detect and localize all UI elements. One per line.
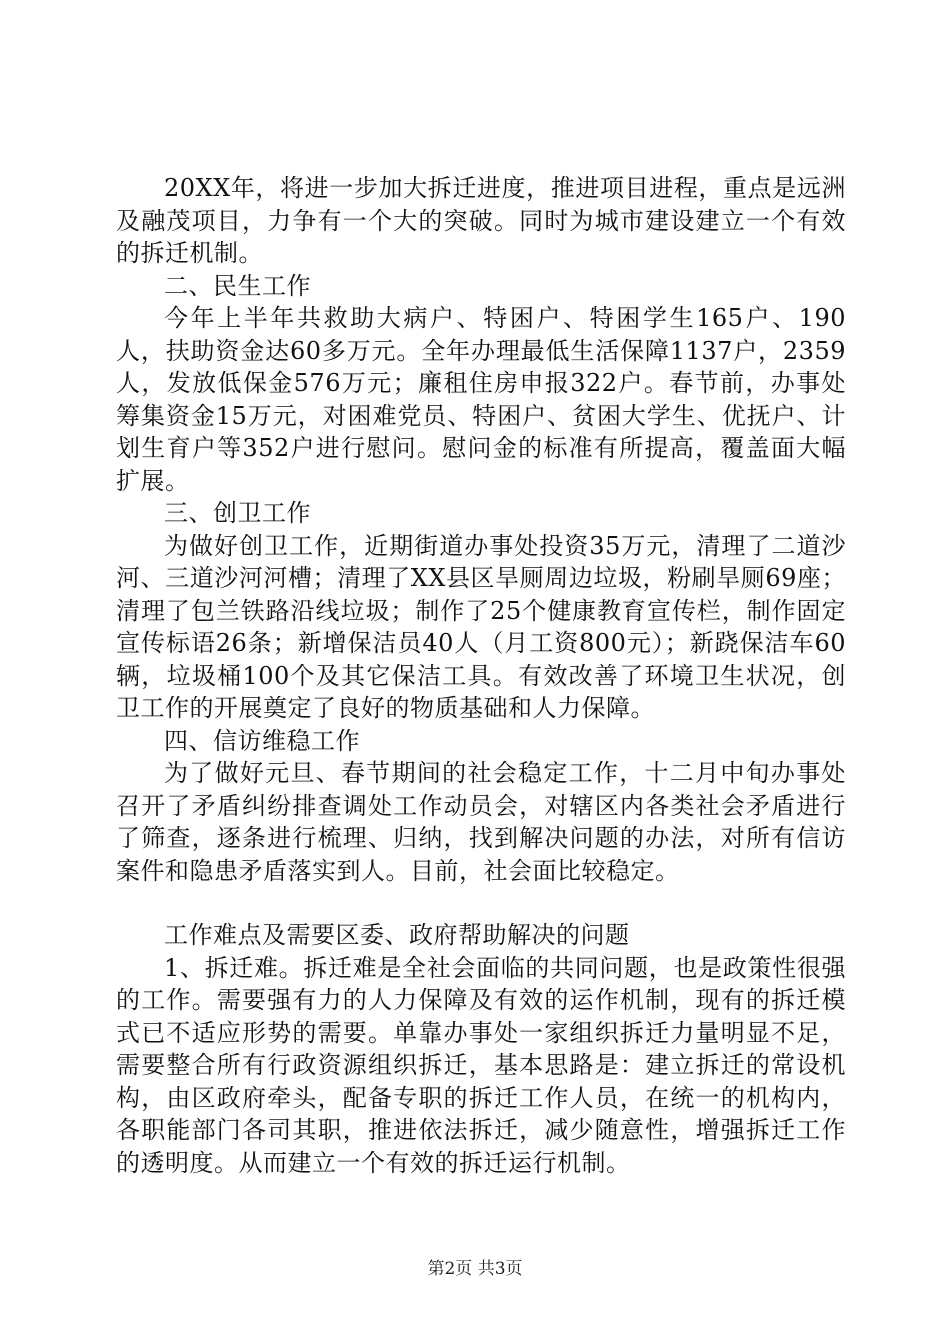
page-number-label: 第2页 共3页 <box>427 1259 523 1279</box>
section-heading-petition-stability: 四、信访维稳工作 <box>164 726 360 755</box>
section-heading-livelihood: 二、民生工作 <box>164 271 311 300</box>
paragraph-demolition-difficulty: 1、拆迁难。拆迁难是全社会面临的共同问题，也是政策性很强的工作。需要强有力的人力保障及有效的运作机制，现有的拆迁模式已不适应形势的需要。单靠办事处一家组织拆迁力量明显不足，需要整合所有行政资源组织拆迁，基本思路是：建立拆迁的常设机构，由区政府牵头，配备专职的拆迁工作人员，在统一的机构内，各职能部门各司其职，推进依法拆迁，减少随意性，增强拆迁工作的透明度。从而建立一个有效的拆迁运行机制。 <box>116 953 846 1177</box>
section-heading-difficulties: 工作难点及需要区委、政府帮助解决的问题 <box>164 921 630 949</box>
paragraph-sanitation: 为做好创卫工作，近期街道办事处投资35万元，清理了二道沙河、三道沙河河槽；清理了XX县区旱厕周边垃圾，粉刷旱厕69座；清理了包兰铁路沿线垃圾；制作了25个健康教育宣传栏，制作固定宣传标语26条；新增保洁员40人（月工资800元）；新跷保洁车60辆，垃圾桶100个及其它保洁工具。有效改善了环境卫生状况，创卫工作的开展奠定了良好的物质基础和人力保障。 <box>116 531 846 722</box>
paragraph-livelihood: 今年上半年共救助大病户、特困户、特困学生165户、190人，扶助资金达60多万元。全年办理最低生活保障1137户，2359人，发放低保金576万元；廉租住房申报322户。春节前，办事处筹集资金15万元，对困难党员、特困户、贫困大学生、优抚户、计划生育户等352户进行慰问。慰问金的标准有所提高，覆盖面大幅扩展。 <box>116 304 846 495</box>
paragraph-petition-stability: 为了做好元旦、春节期间的社会稳定工作，十二月中旬办事处召开了矛盾纠纷排查调处工作动员会，对辖区内各类社会矛盾进行了筛查，逐条进行梳理、归纳，找到解决问题的办法，对所有信访案件和隐患矛盾落实到人。目前，社会面比较稳定。 <box>116 759 846 885</box>
paragraph-demolition-plan: 20XX年，将进一步加大拆迁进度，推进项目进程，重点是远洲及融茂项目，力争有一个大的突破。同时为城市建设建立一个有效的拆迁机制。 <box>116 174 846 267</box>
paragraph-gap <box>116 887 846 919</box>
page-footer <box>0 1258 950 1280</box>
section-heading-sanitation: 三、创卫工作 <box>164 499 311 527</box>
document-body <box>116 172 846 1179</box>
